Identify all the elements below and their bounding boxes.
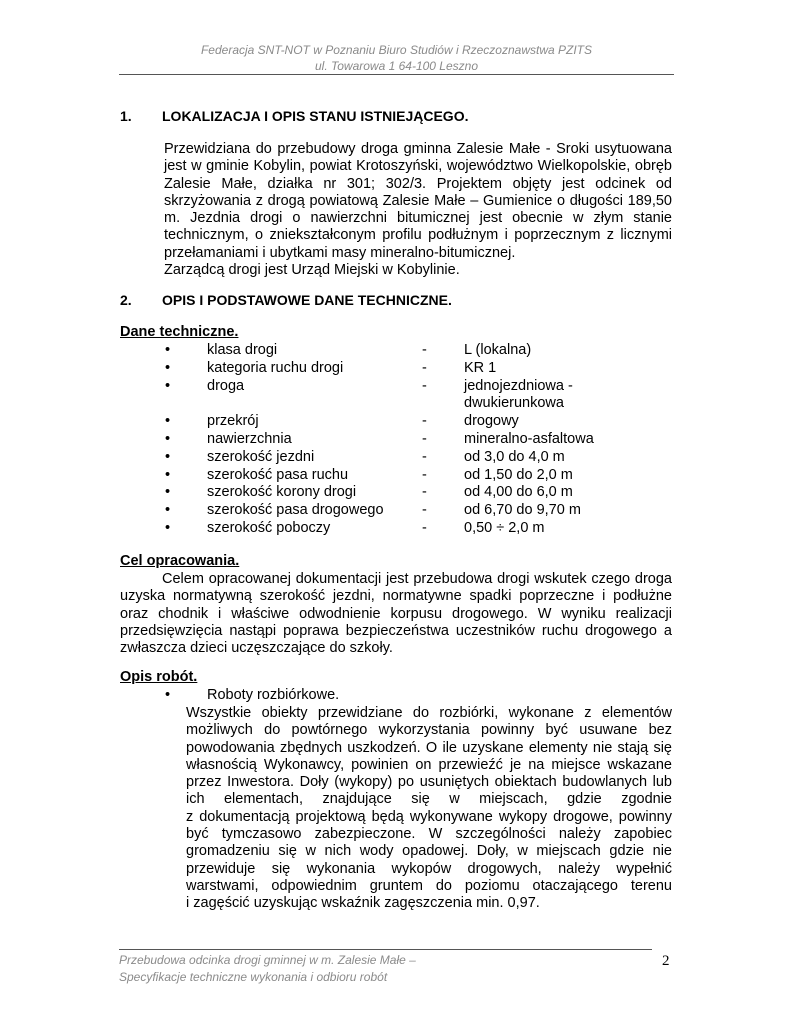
spec-value: od 3,0 do 4,0 m [464,448,565,465]
spec-value: od 4,00 do 6,0 m [464,484,573,501]
spec-value: od 1,50 do 2,0 m [464,466,573,483]
spec-row [120,520,680,538]
paragraph-line: przewiduje się wykonania wykopów drogowych, należy wypełnić [186,860,672,877]
spec-label: szerokość pasa drogowego [207,502,384,519]
paragraph-line: możliwych do powtórnego wykorzystania powinny być usuwane bez [186,722,672,739]
spec-dash: - [422,466,427,483]
spec-dash: - [422,377,427,394]
section-number: 1. [120,108,132,124]
paragraph-line: m. Jezdnia drogi o nawierzchni bitumicznej jest obecnie w złym stanie [164,210,672,227]
paragraph-line: z dokumentacją projektową będą wykonywane wykopy drogowe, powinny [186,808,672,825]
spec-label: szerokość poboczy [207,519,331,536]
spec-label: szerokość korony drogi [207,484,357,501]
spec-label: szerokość jezdni [207,448,315,465]
paragraph-line: skrzyżowania z drogą powiatową Zalesie Małe – Gumienice o długości 189,50 [164,192,672,209]
page-footer [119,952,416,986]
bullet-icon: • [165,687,171,703]
paragraph-line: uzyska normatywną szerokość jezdni, normatywne spadki poprzeczne i podłużne [120,588,672,605]
spec-label: droga [207,377,245,394]
paragraph-line: Wszystkie obiekty przewidziane do rozbiórki, wykonane z elementów [186,705,672,721]
spec-row [120,360,680,378]
paragraph-line: gromadzeniu się w nich wody opadowej. Doły, w miejscach gdzie nie [186,843,672,860]
spec-dash: - [422,413,427,430]
paragraph-line: być tymczasowo zabezpieczone. W szczególności należy zapobiec [186,826,672,843]
section-1-paragraph [164,141,672,279]
spec-value: KR 1 [464,359,497,376]
opis-robot-heading: Opis robót. [120,669,198,685]
spec-label: nawierzchnia [207,430,292,447]
paragraph-line: technicznym, o zniekształconym profilu podłużnym i poprzecznym z licznymi [164,227,672,244]
dane-techniczne-heading [120,324,238,340]
spec-dash: - [422,448,427,465]
heading-dot: . [234,324,239,340]
spec-value: jednojezdniowa - dwukierunkowa [464,377,573,412]
page-header [119,42,674,74]
spec-value: drogowy [464,413,519,430]
footer-divider [119,949,652,950]
paragraph-line: Celem opracowanej dokumentacji jest przebudowa drogi wskutek czego droga [162,571,672,587]
paragraph-line: przez Inwestora. Doły (wykopy) po usuniętych obiektach budowlanych lub [186,774,672,791]
spec-dash: - [422,359,427,376]
technical-data-list [120,342,680,538]
bullet-icon: • [165,448,171,465]
spec-value: od 6,70 do 9,70 m [464,502,581,519]
paragraph-line: przedsięwzięcia nastąpi poprawa bezpieczeństwa uczestników ruchu drogowego a [120,622,672,639]
heading-text: Dane techniczne [120,324,235,340]
spec-dash: - [422,484,427,501]
paragraph-line: warstwami, odpowiednim gruntem do poziomu otaczającego terenu [186,877,672,894]
spec-dash: - [422,502,427,519]
roboty-rozbiorkowe-label: Roboty rozbiórkowe. [207,687,340,703]
bullet-icon: • [165,342,171,358]
paragraph-line: przełamaniami i ubytkami masy mineralno-bitumicznej. [164,244,516,261]
spec-row [120,484,680,502]
spec-row [120,431,680,449]
spec-value: 0,50 ÷ 2,0 m [464,519,545,536]
page-number: 2 [662,953,670,969]
footer-line-1: Przebudowa odcinka drogi gminnej w m. Zalesie Małe – [119,953,416,967]
spec-dash: - [422,519,427,536]
paragraph-line: powodowania zbędnych uszkodzeń. O ile uzyskane elementy nie stają się [186,739,672,756]
spec-value: L (lokalna) [464,342,532,358]
cel-paragraph [120,571,672,657]
paragraph-line: Zalesie Małe, działka nr 301; 302/3. Projektem objęty jest odcinek od [164,175,672,192]
paragraph-line: Zarządcą drogi jest Urząd Miejski w Kobylinie. [164,262,460,279]
spec-row [120,342,680,360]
section-title: OPIS I PODSTAWOWE DANE TECHNICZNE. [162,292,452,308]
spec-label: szerokość pasa ruchu [207,466,349,483]
bullet-icon: • [165,359,171,376]
spec-dash: - [422,342,427,358]
spec-label: przekrój [207,413,259,430]
bullet-icon: • [165,430,171,447]
section-title: LOKALIZACJA I OPIS STANU ISTNIEJĄCEGO. [162,108,469,124]
bullet-icon: • [165,413,171,430]
cel-opracowania-heading: Cel opracowania. [120,553,240,569]
paragraph-line: własnością Wykonawcy, powinien on przewieźć je na miejsce wskazane [186,756,672,773]
bullet-icon: • [165,466,171,483]
paragraph-line: zwłaszcza dzieci uczęszczające do szkoły. [120,640,393,657]
bullet-icon: • [165,502,171,519]
paragraph-line: jest w gminie Kobylin, powiat Krotoszyński, województwo Wielkopolskie, obręb [164,158,672,175]
spec-value: mineralno-asfaltowa [464,430,594,447]
section-number: 2. [120,292,132,308]
bullet-icon: • [165,519,171,536]
paragraph-line: i zagęścić uzyskując wskaźnik zagęszczenia min. 0,97. [186,895,540,912]
paragraph-line: ich elementach, znajdujące się w miejscach, gdzie zgodnie [186,791,672,808]
spec-row [120,467,680,485]
opis-robot-paragraph [186,705,672,913]
paragraph-line: oraz chodnik i właściwe odwodnienie korpusu drogowego. W wyniku realizacji [120,605,672,622]
bullet-icon: • [165,484,171,501]
header-divider [119,74,674,75]
spec-dash: - [422,430,427,447]
spec-row [120,502,680,520]
spec-row [120,449,680,467]
spec-label: klasa drogi [207,342,278,358]
spec-row [120,378,680,414]
spec-label: kategoria ruchu drogi [207,359,344,376]
header-line-2: ul. Towarowa 1 64-100 Leszno [315,59,478,73]
footer-line-2: Specyfikacje techniczne wykonania i odbioru robót [119,970,388,984]
bullet-icon: • [165,377,171,394]
spec-row [120,413,680,431]
paragraph-line: Przewidziana do przebudowy droga gminna Zalesie Małe - Sroki usytuowana [164,141,672,157]
header-line-1: Federacja SNT-NOT w Poznaniu Biuro Studiów i Rzeczoznawstwa PZITS [200,43,593,57]
